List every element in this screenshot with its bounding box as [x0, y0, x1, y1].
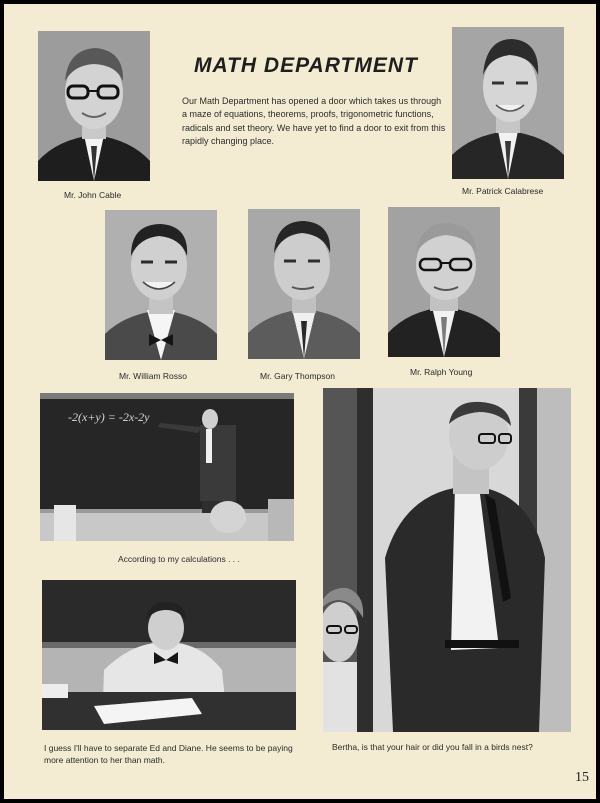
portrait-william-rosso	[105, 210, 217, 360]
page-number: 15	[575, 770, 589, 785]
page-title: MATH DEPARTMENT	[194, 54, 418, 77]
caption-william-rosso: Mr. William Rosso	[119, 371, 188, 381]
portrait-ralph-young	[388, 207, 500, 357]
yearbook-page	[4, 4, 596, 799]
intro-paragraph: Our Math Department has opened a door which takes us through a maze of equations, theorems, proofs, trigonometric functions, radicals and set theory. We have yet to find a door to exit from this rapidly changing place.	[182, 96, 446, 147]
candid-photo-standing-teacher	[323, 388, 571, 732]
svg-text:-2(x+y) = -2x-2y: -2(x+y) = -2x-2y	[68, 410, 150, 424]
caption-separate-ed-diane: I guess I'll have to separate Ed and Diane. He seems to be paying more attention to her than math.	[44, 743, 293, 765]
candid-photo-chalkboard	[40, 393, 294, 541]
caption-patrick-calabrese: Mr. Patrick Calabrese	[462, 186, 544, 196]
caption-according-calculations: According to my calculations . . .	[118, 554, 240, 564]
caption-gary-thompson: Mr. Gary Thompson	[260, 371, 335, 381]
portrait-gary-thompson	[248, 209, 360, 359]
caption-ralph-young: Mr. Ralph Young	[410, 367, 473, 377]
caption-bertha-hair: Bertha, is that your hair or did you fall in a birds nest?	[332, 742, 533, 752]
caption-john-cable: Mr. John Cable	[64, 190, 122, 200]
portrait-patrick-calabrese	[452, 27, 564, 179]
portrait-john-cable	[38, 31, 150, 181]
candid-photo-desk	[42, 580, 296, 730]
